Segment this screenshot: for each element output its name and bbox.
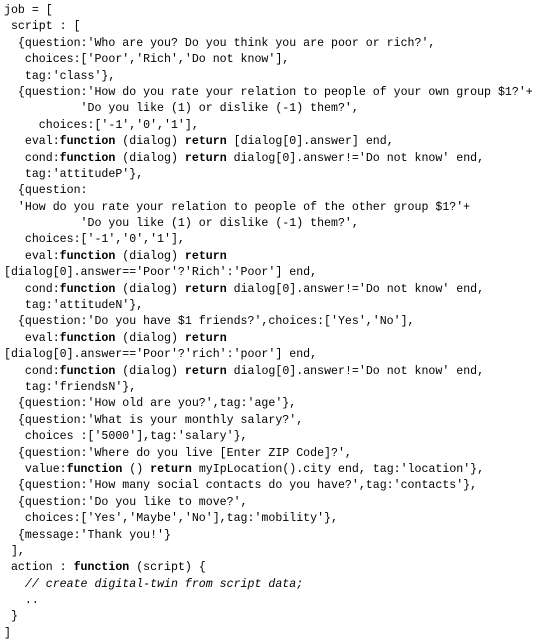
code-line xyxy=(4,528,536,544)
code-token: choices:['-1','0','1'], xyxy=(4,233,185,247)
code-line xyxy=(4,183,536,199)
code-token: tag:'class'}, xyxy=(4,69,116,83)
keyword-token: return xyxy=(150,462,192,476)
code-token: {question:'Do you have $1 friends?',choices:['Yes','No'], xyxy=(4,315,415,329)
keyword-token: function xyxy=(66,462,123,476)
code-line xyxy=(4,200,536,216)
code-token: eval: xyxy=(4,135,60,149)
code-token: (dialog) xyxy=(115,364,185,378)
code-line xyxy=(4,282,536,298)
code-token: tag:'friendsN'}, xyxy=(4,380,137,394)
code-token: 'Do you like (1) or dislike (-1) them?', xyxy=(4,217,359,231)
keyword-token: return xyxy=(184,249,227,263)
keyword-token: return xyxy=(184,151,227,165)
code-line xyxy=(4,118,536,134)
keyword-token: function xyxy=(59,249,116,263)
code-token: dialog[0].answer!='Do not know' end, xyxy=(226,364,485,378)
code-line xyxy=(4,609,536,625)
code-token: (dialog) xyxy=(115,331,185,345)
code-line xyxy=(4,446,536,462)
code-line xyxy=(4,577,536,593)
code-token: [dialog[0].answer] end, xyxy=(226,135,394,149)
code-token: {question: xyxy=(4,184,88,198)
keyword-token: function xyxy=(73,561,130,575)
code-line xyxy=(4,232,536,248)
code-line xyxy=(4,3,536,19)
code-line xyxy=(4,249,536,265)
code-line xyxy=(4,331,536,347)
code-line xyxy=(4,396,536,412)
code-token: {question:'Who are you? Do you think you are poor or rich?', xyxy=(4,36,436,50)
code-token: action : xyxy=(4,561,74,575)
code-token: choices :['5000'],tag:'salary'}, xyxy=(4,430,248,444)
code-token: } xyxy=(4,610,18,624)
code-token: (script) { xyxy=(129,561,206,575)
code-line xyxy=(4,626,536,642)
code-line xyxy=(4,69,536,85)
code-line xyxy=(4,347,536,363)
code-token: () xyxy=(122,462,151,476)
code-token: tag:'attitudeP'}, xyxy=(4,167,144,181)
code-line xyxy=(4,314,536,330)
code-line xyxy=(4,560,536,576)
code-token: dialog[0].answer!='Do not know' end, xyxy=(226,282,485,296)
code-line xyxy=(4,151,536,167)
code-line xyxy=(4,265,536,281)
code-token: cond: xyxy=(4,282,60,296)
code-line xyxy=(4,364,536,380)
code-line xyxy=(4,298,536,314)
code-line xyxy=(4,478,536,494)
code-line xyxy=(4,511,536,527)
code-token: ], xyxy=(4,544,25,558)
code-line xyxy=(4,429,536,445)
keyword-token: function xyxy=(59,135,116,149)
code-token: job = [ xyxy=(4,4,53,17)
code-token: {question:'Do you like to move?', xyxy=(4,495,248,509)
code-line xyxy=(4,19,536,35)
code-line xyxy=(4,380,536,396)
code-line xyxy=(4,413,536,429)
code-token: 'How do you rate your relation to people of the other group $1?'+ xyxy=(4,200,471,214)
code-token: {question:'How do you rate your relation to people of your own group $1?'+ xyxy=(4,85,533,99)
code-token: value: xyxy=(4,462,67,476)
code-line xyxy=(4,495,536,511)
keyword-token: return xyxy=(184,282,227,296)
code-line xyxy=(4,216,536,232)
code-token: .. xyxy=(4,594,39,608)
code-line xyxy=(4,134,536,150)
code-token: 'Do you like (1) or dislike (-1) them?', xyxy=(4,102,359,116)
code-token: {question:'Where do you live [Enter ZIP Code]?', xyxy=(4,446,352,460)
code-line xyxy=(4,85,536,101)
code-token: ] xyxy=(4,626,11,640)
code-listing xyxy=(4,3,536,642)
code-token: cond: xyxy=(4,364,60,378)
code-token: script : [ xyxy=(4,20,81,34)
code-token: (dialog) xyxy=(115,282,185,296)
code-token: {question:'How many social contacts do you have?',tag:'contacts'}, xyxy=(4,479,478,493)
code-token: choices:['Poor','Rich','Do not know'], xyxy=(4,53,290,67)
code-token: {message:'Thank you!'} xyxy=(4,528,171,542)
code-line xyxy=(4,462,536,478)
code-token: choices:['-1','0','1'], xyxy=(4,118,199,132)
code-token: [dialog[0].answer=='Poor'?'rich':'poor'] end, xyxy=(4,348,318,362)
keyword-token: function xyxy=(59,282,116,296)
keyword-token: function xyxy=(59,151,116,165)
code-line xyxy=(4,36,536,52)
keyword-token: return xyxy=(184,135,227,149)
keyword-token: return xyxy=(184,364,227,378)
code-token: (dialog) xyxy=(115,151,185,165)
code-token: (dialog) xyxy=(115,249,185,263)
code-token: choices:['Yes','Maybe','No'],tag:'mobility'}, xyxy=(4,512,338,526)
code-token: (dialog) xyxy=(115,135,185,149)
keyword-token: return xyxy=(184,331,227,345)
code-line xyxy=(4,593,536,609)
code-token: eval: xyxy=(4,331,60,345)
keyword-token: function xyxy=(59,364,116,378)
code-token: myIpLocation().city end, tag:'location'}, xyxy=(191,462,485,476)
code-token: tag:'attitudeN'}, xyxy=(4,299,144,313)
comment-token: // create digital-twin from script data; xyxy=(24,577,304,591)
code-token: {question:'What is your monthly salary?', xyxy=(4,413,304,427)
code-line xyxy=(4,167,536,183)
code-token: {question:'How old are you?',tag:'age'}, xyxy=(4,397,297,411)
code-line xyxy=(4,544,536,560)
code-token: cond: xyxy=(4,151,60,165)
code-token xyxy=(4,578,25,591)
code-token: [dialog[0].answer=='Poor'?'Rich':'Poor'] end, xyxy=(4,266,318,280)
code-token: dialog[0].answer!='Do not know' end, xyxy=(226,151,485,165)
code-line xyxy=(4,101,536,117)
code-token: eval: xyxy=(4,249,60,263)
keyword-token: function xyxy=(59,331,116,345)
code-line xyxy=(4,52,536,68)
